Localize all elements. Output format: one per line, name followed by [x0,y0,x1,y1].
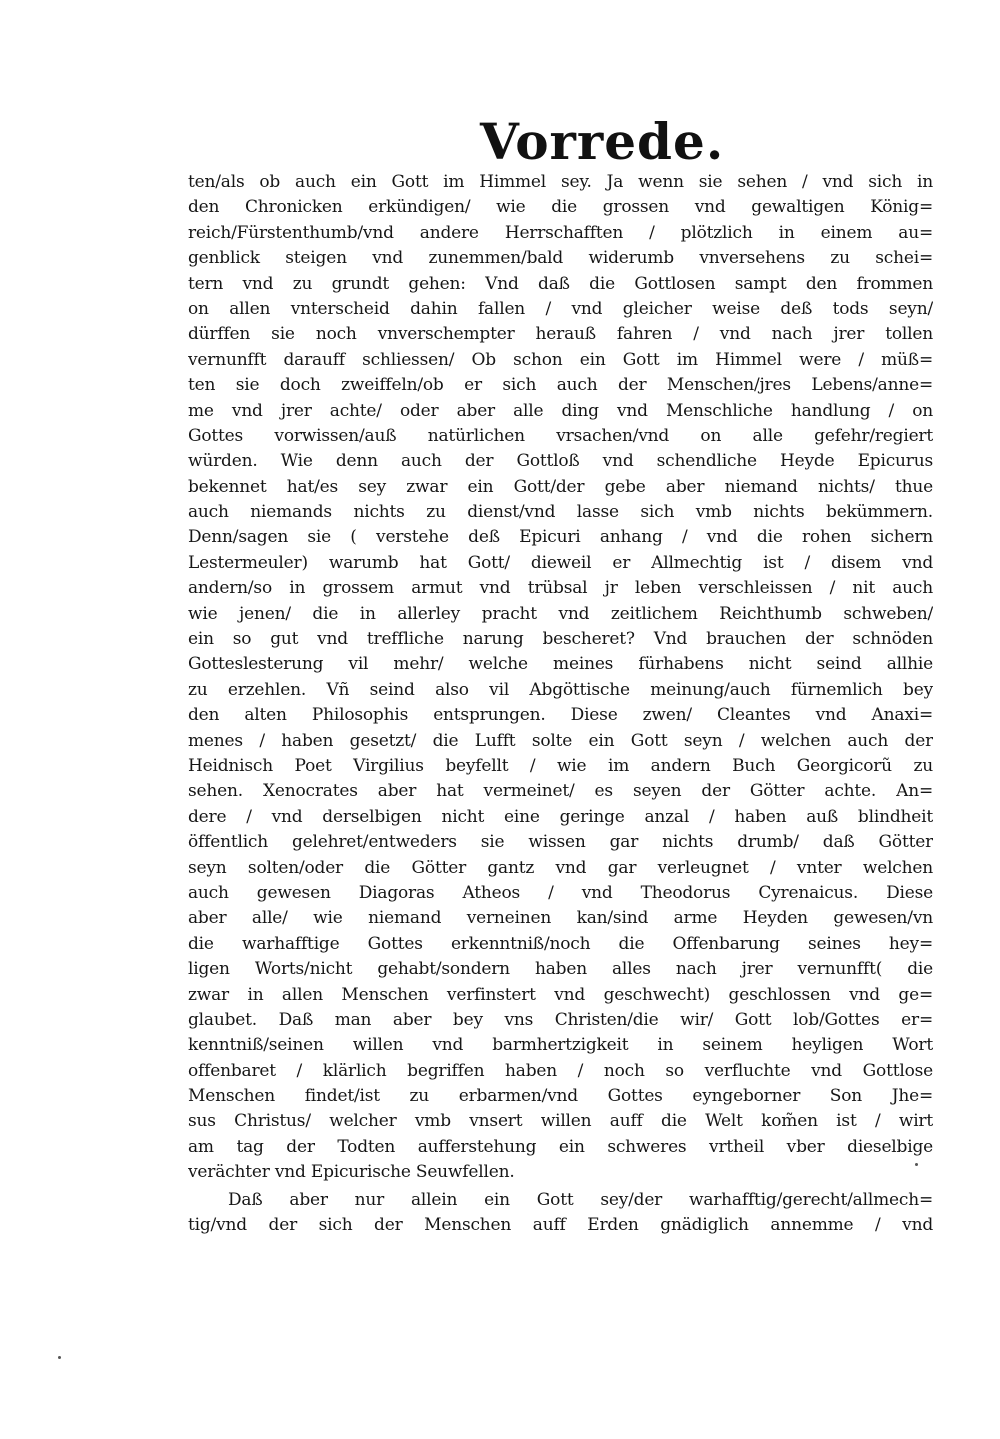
text-line: vernunfft darauff schliessen/ Ob schon ein Gott im Himmel were / müß= [188,349,933,370]
ink-speck [58,1356,61,1359]
text-line: zwar in allen Menschen verfinstert vnd geschwecht) geschlossen vnd ge= [188,984,933,1005]
paragraph-2 [188,1188,933,1239]
text-line: kenntniß/seinen willen vnd barmhertzigkeit in seinem heyligen Wort [188,1035,933,1056]
text-line: seyn solten/oder die Götter gantz vnd gar verleugnet / vnter welchen [188,857,933,878]
text-line: Daß aber nur allein ein Gott sey/der warhafftig/gerecht/allmech= [228,1189,933,1210]
text-line: auch niemands nichts zu dienst/vnd lasse sich vmb nichts bekümmern. [188,502,933,523]
text-line: on allen vnterscheid dahin fallen / vnd gleicher weise deß tods seyn/ [188,298,933,319]
text-line: würden. Wie denn auch der Gottloß vnd schendliche Heyde Epicurus [188,451,933,472]
text-line: Menschen findet/ist zu erbarmen/vnd Gottes eyngeborner Son Jhe= [188,1086,933,1107]
body-text [188,170,933,1238]
text-line: andern/so in grossem armut vnd trübsal jr leben verschleissen / nit auch [188,578,933,599]
text-line: Lestermeuler) warumb hat Gott/ dieweil er Allmechtig ist / disem vnd [188,552,933,573]
text-line: die warhafftige Gottes erkenntniß/noch die Offenbarung seines hey= [188,933,933,954]
text-line: aber alle/ wie niemand verneinen kan/sind arme Heyden gewesen/vn [188,908,933,929]
text-line: wie jenen/ die in allerley pracht vnd zeitlichem Reichthumb schweben/ [188,603,933,624]
text-line: Denn/sagen sie ( verstehe deß Epicuri anhang / vnd die rohen sichern [188,527,933,548]
text-line: me vnd jrer achte/ oder aber alle ding vnd Menschliche handlung / on [188,400,933,421]
text-line: offenbaret / klärlich begriffen haben / noch so verfluchte vnd Gottlose [188,1060,933,1081]
text-line: zu erzehlen. Vñ seind also vil Abgöttische meinung/auch fürnemlich bey [188,679,933,700]
text-line: menes / haben gesetzt/ die Lufft solte ein Gott seyn / welchen auch der [188,730,933,751]
page-heading: Vorrede. [480,112,725,171]
text-line: ein so gut vnd treffliche narung bescheret? Vnd brauchen der schnöden [188,629,933,650]
text-line: reich/Fürstenthumb/vnd andere Herrschafften / plötzlich in einem au= [188,222,933,243]
text-line: öffentlich gelehret/entweders sie wissen gar nichts drumb/ daß Götter [188,832,933,853]
text-line: ten/als ob auch ein Gott im Himmel sey. Ja wenn sie sehen / vnd sich in [188,172,933,192]
text-line: bekennet hat/es sey zwar ein Gott/der gebe aber niemand nichts/ thue [188,476,933,497]
text-line: genblick steigen vnd zunemmen/bald widerumb vnversehens zu schei= [188,248,933,269]
text-line: glaubet. Daß man aber bey vns Christen/die wir/ Gott lob/Gottes er= [188,1009,933,1030]
text-line: dürffen sie noch vnverschempter herauß fahren / vnd nach jrer tollen [188,324,933,345]
text-line: ligen Worts/nicht gehabt/sondern haben alles nach jrer vernunfft( die [188,959,933,980]
text-line: Heidnisch Poet Virgilius beyfellt / wie im andern Buch Georgicorũ zu [188,755,933,776]
text-line: am tag der Todten aufferstehung ein schweres vrtheil vber dieselbige [188,1136,933,1157]
text-line: auch gewesen Diagoras Atheos / vnd Theodorus Cyrenaicus. Diese [188,882,933,903]
text-line: sus Christus/ welcher vmb vnsert willen auff die Welt kom̃en ist / wirt [188,1111,933,1132]
text-line: den alten Philosophis entsprungen. Diese zwen/ Cleantes vnd Anaxi= [188,705,933,726]
text-line: sehen. Xenocrates aber hat vermeinet/ es seyen der Götter achte. An= [188,781,933,802]
text-line: tern vnd zu grundt gehen: Vnd daß die Gottlosen sampt den frommen [188,273,933,294]
text-line: dere / vnd derselbigen nicht eine geringe anzal / haben auß blindheit [188,806,933,827]
paragraph-1 [188,170,933,1186]
text-line: den Chronicken erkündigen/ wie die grossen vnd gewaltigen König= [188,197,933,218]
text-line: Gottes vorwissen/auß natürlichen vrsachen/vnd on alle gefehr/regiert [188,425,933,446]
text-line: verächter vnd Epicurische Seuwfellen. [188,1162,515,1183]
text-line: tig/vnd der sich der Menschen auff Erden gnädiglich annemme / vnd [188,1215,933,1236]
text-line: ten sie doch zweiffeln/ob er sich auch der Menschen/jres Lebens/anne= [188,375,933,396]
text-line: Gotteslesterung vil mehr/ welche meines fürhabens nicht seind allhie [188,654,933,675]
ink-speck [915,1163,918,1166]
